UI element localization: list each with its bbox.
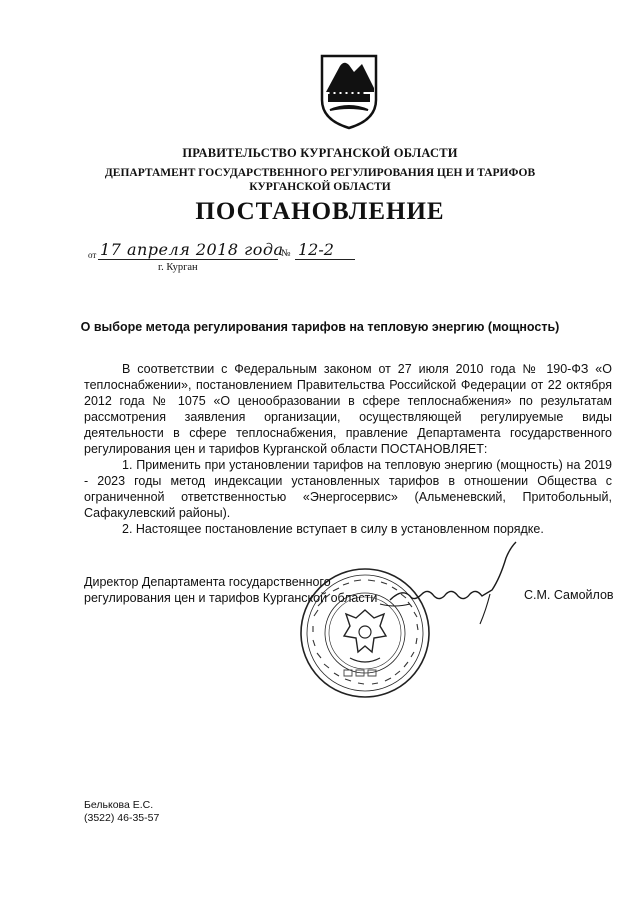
document-type-title: ПОСТАНОВЛЕНИЕ [195, 198, 445, 225]
date-number-line [88, 242, 388, 272]
coat-of-arms-emblem [318, 52, 380, 130]
executor-phone: (3522) 46-35-57 [84, 812, 160, 824]
signatory-name: С.М. Самойлов [524, 588, 614, 602]
signatory-position [84, 574, 377, 606]
department-title-line2: КУРГАНСКОЙ ОБЛАСТИ [249, 181, 391, 193]
document-body [84, 361, 612, 537]
body-paragraph-3: 2. Настоящее постановление вступает в силу в установленном порядке. [122, 522, 544, 536]
number-sign: № [281, 248, 291, 259]
government-title: ПРАВИТЕЛЬСТВО КУРГАНСКОЙ ОБЛАСТИ [182, 146, 458, 160]
signatory-position-line1: Директор Департамента государственного [84, 575, 331, 589]
document-subject: О выборе метода регулирования тарифов на тепловую энергию (мощность) [80, 320, 560, 334]
signatory-position-line2: регулирования цен и тарифов Курганской области [84, 591, 378, 605]
department-title [0, 166, 640, 194]
from-label: от [88, 250, 97, 260]
handwritten-date: 17 апреля 2018 года [100, 240, 284, 259]
city-label: г. Курган [158, 262, 198, 273]
date-underline [98, 259, 278, 260]
executor-info [84, 799, 159, 825]
executor-name: Белькова Е.С. [84, 799, 154, 811]
number-underline [295, 259, 355, 260]
body-paragraph-1: В соответствии с Федеральным законом от 27 июля 2010 года № 190-ФЗ «О теплоснабжении», постановлением Правительства Российской Федерации от 22 октября 2012 года № 1075 «О ценообразовании в сфере теплоснабжения» по результатам рассмотрения заявления организации, осуществляющей регулируемые виды деятельности в сфере теплоснабжения, правление Департамента государственного регулирования цен и тарифов Курганской области ПОСТАНОВЛЯЕТ: [84, 362, 612, 456]
body-paragraph-2: 1. Применить при установлении тарифов на тепловую энергию (мощность) на 2019 - 2023 годы метод индексации установленных тарифов в отношении Общества с ограниченной ответственностью «Энергосервис» (Альменевский, Притобольный, Сафакулевский районы). [84, 458, 612, 520]
handwritten-number: 12-2 [298, 240, 334, 259]
department-title-line1: ДЕПАРТАМЕНТ ГОСУДАРСТВЕННОГО РЕГУЛИРОВАНИЯ ЦЕН И ТАРИФОВ [104, 167, 536, 179]
